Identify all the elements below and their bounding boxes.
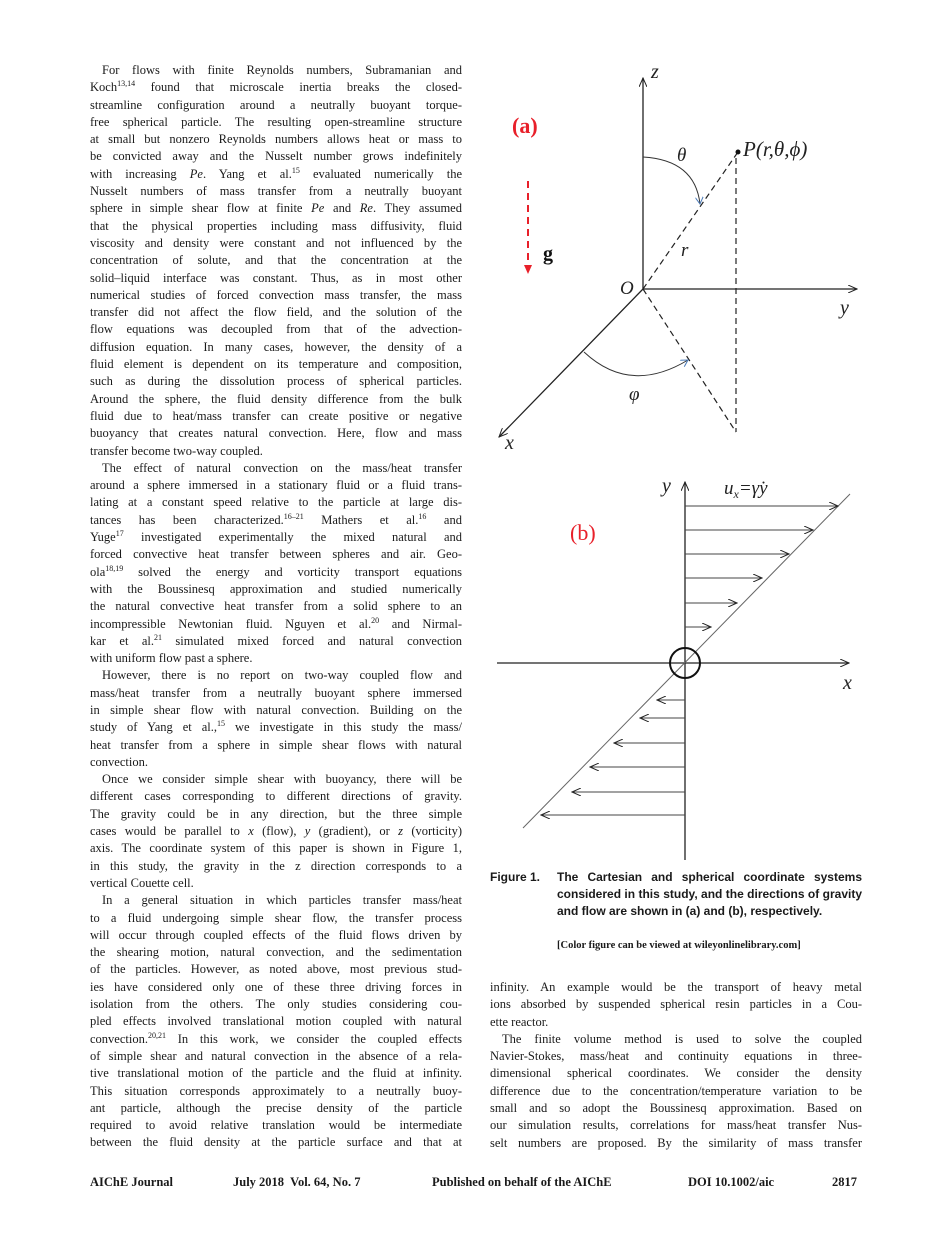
b-y-axis-label: y [662, 475, 671, 497]
footer-page-number: 2817 [832, 1175, 857, 1189]
text-line: axis. The coordinate system of this paper is shown in Figure 1, [90, 841, 462, 856]
footer-publisher: Published on behalf of the AIChE [432, 1175, 612, 1189]
citation-superscript: 15 [216, 719, 225, 729]
figure-caption [490, 869, 862, 920]
text-line: Nusselt numbers of mass transfer from a neutrally buoyant [90, 184, 462, 199]
citation-superscript: 18,19 [105, 563, 124, 573]
origin-label: O [620, 278, 634, 299]
text-line: dimensional spherical coordinates. We consider the density [490, 1066, 862, 1081]
figure-panel-b [497, 475, 852, 860]
text-line: Navier-Stokes, mass/heat and continuity equations in three- [490, 1049, 862, 1064]
text-line: This situation corresponds approximately to a neutrally buoy- [90, 1083, 462, 1098]
footer-journal: AIChE Journal [90, 1175, 174, 1189]
velocity-equation: $u_x=\gammȧy$ [724, 478, 768, 501]
text-line: In a general situation in which particles transfer mass/heat [102, 893, 462, 908]
phi-arc [584, 352, 688, 376]
text-line: will occur through coupled effects of the fluid flows driven by [90, 927, 462, 942]
text-line: with the Boussinesq approximation and studied numerically [90, 581, 462, 596]
text-line: lating at a constant speed relative to the particle at large dis- [90, 495, 462, 510]
citation-superscript: 15 [291, 165, 300, 175]
text-line: study of Yang et al.,$^{15}$ we investigate in this study the mass/ [90, 719, 463, 735]
z-axis-label: z [651, 61, 659, 83]
text-line: with increasing Pe. Yang et al.$^{15}$ evaluated numerically the [90, 165, 463, 181]
figure-panel-a [499, 61, 857, 454]
text-line: Around the sphere, the fluid density difference from the bulk [90, 391, 462, 406]
text-line: selt numbers are proposed. By the similarity of mass transfer [490, 1135, 862, 1150]
citation-superscript: 17 [115, 529, 124, 539]
theta-arc [643, 157, 700, 204]
text-line: ant particle, although the precise density of the particle [90, 1100, 462, 1115]
citation-superscript: 16 [418, 511, 427, 521]
right-column-text [490, 979, 862, 1152]
text-line: concentration of solute, and that the concentration at the [90, 253, 462, 268]
citation-superscript: 20 [371, 615, 380, 625]
citation-superscript: 16–21 [283, 511, 304, 521]
math-symbol: x [248, 824, 254, 839]
text-line: flow equations was decoupled from that of the advection- [90, 322, 462, 337]
text-line: diffusion equation. In many cases, however, the density of a [90, 339, 462, 354]
text-line: with uniform flow past a sphere. [90, 651, 253, 666]
x-axis [499, 289, 643, 437]
text-line: ette reactor. [490, 1014, 549, 1029]
caption-label: Figure 1. [490, 870, 541, 884]
text-line: vertical Couette cell. [90, 875, 194, 890]
text-line: be convicted away and the Nusselt number grows indefinitely [90, 149, 462, 164]
text-line: solid–liquid interface was constant. Thus, as in most other [90, 270, 462, 285]
text-line: convection. [90, 754, 148, 769]
text-line: Once we consider simple shear with buoyancy, there will be [102, 772, 462, 787]
color-figure-note: [Color figure can be viewed at wileyonlinelibrary.com] [557, 940, 801, 951]
text-line: fluid element is dependent on its temperature and composition, [90, 357, 462, 372]
text-line: The effect of natural convection on the mass/heat transfer [102, 460, 462, 475]
text-line: tances has been characterized.$^{16-21}$ Mathers et al.$^{16}$ and [90, 511, 462, 527]
phi-label: φ [629, 384, 640, 405]
text-line: the natural convective heat transfer from a solid sphere to an [90, 599, 462, 614]
text-line: incompressible Newtonian fluid. Nguyen et al.$^{20}$ and Nirmal- [90, 615, 462, 631]
text-line: streamline configuration around a neutrally buoyant torque- [90, 97, 462, 112]
text-line: such as during the dissolution process of spherical particles. [90, 374, 462, 389]
y-axis-label: y [840, 297, 849, 319]
citation-superscript: 20,21 [147, 1030, 166, 1040]
text-line: sphere in simple shear flow at finite Pe and Re. They assumed [90, 201, 462, 216]
point-p-label: P(r,θ,ϕ) [743, 137, 808, 161]
text-line: our simulation results, correlations for mass/heat transfer Nus- [490, 1118, 862, 1133]
text-line: viscosity and density were constant and not influenced by the [90, 235, 462, 250]
text-line: required to avoid relative translation would be intermediate [90, 1118, 462, 1133]
theta-label: θ [677, 145, 687, 166]
math-symbol: y [304, 824, 311, 839]
text-line: forced convective heat transfer between spheres and air. Geo- [90, 547, 462, 562]
text-line: ies have considered only one of these three driving forces in [90, 979, 462, 994]
math-symbol: Pe [311, 201, 325, 216]
text-line: heat transfer from a sphere in simple shear flows with natural [90, 737, 462, 752]
r-label: r [681, 240, 689, 261]
panel-b-label: (b) [570, 520, 596, 545]
gravity-label: g [543, 243, 553, 265]
text-line: of simple shear and natural convection in the absence of a rela- [90, 1048, 462, 1063]
text-line: convection.$^{20,21}$ In this work, we consider the coupled effects [90, 1030, 462, 1046]
citation-superscript: 21 [154, 632, 162, 642]
text-line: mass/heat transfer from a neutrally buoyant sphere immersed [90, 685, 462, 700]
math-symbol: Re [359, 201, 373, 216]
text-line: pled effects involved translational motion coupled with natural [90, 1014, 462, 1029]
text-line: numerical studies of forced convection mass transfer, the mass [90, 287, 462, 302]
text-line: tive translational motion of the particle and the fluid at infinity. [90, 1066, 462, 1081]
caption-text: The Cartesian and spherical coordinate systems considered in this study, and the directions of gravity and flow are shown in (a) and (b), respectively. [557, 870, 862, 918]
footer-issue: July 2018 Vol. 64, No. 7 [233, 1175, 361, 1189]
projection-line [643, 289, 736, 432]
text-line: For flows with finite Reynolds numbers, Subramanian and [102, 63, 462, 77]
text-line: transfer did not affect the flow field, and the solution of the [90, 305, 462, 320]
text-line: between the fluid density at the particle surface and that at [90, 1135, 462, 1150]
text-line: in this study, the gravity in the z direction corresponds to a [90, 858, 462, 873]
text-line: in simple shear flow with natural convection. Building on the [90, 702, 462, 717]
text-line: Yuge$^{17}$ investigated experimentally the mixed natural and [90, 529, 462, 545]
x-axis-label: x [505, 432, 514, 454]
text-line: isolation from the others. The only studies considering cou- [90, 997, 462, 1012]
radius-line [643, 152, 738, 289]
b-x-axis-label: x [843, 672, 852, 694]
text-line: around a sphere immersed in a stationary fluid or a fluid trans- [90, 478, 462, 493]
text-line: of the particles. However, as noted above, most previous stud- [90, 962, 462, 977]
text-line: difference due to the concentration/temperature variation to be [490, 1083, 862, 1098]
text-line: kar et al.$^{21}$ simulated mixed forced and natural convection [90, 632, 462, 648]
text-line: that the physical properties including mass diffusivity, fluid [90, 218, 462, 233]
text-line: ions absorbed by suspended spherical resin particles in a Cou- [490, 997, 862, 1012]
text-line: small and so adopt the Boussinesq approximation. Based on [490, 1101, 862, 1116]
text-line: the shearing motion, natural convection, and the sedimentation [90, 945, 462, 960]
text-line: at small but nonzero Reynolds numbers allows heat or mass to [90, 132, 462, 147]
panel-a-label: (a) [512, 113, 538, 138]
text-line: to a fluid undergoing simple shear flow, the transfer process [90, 910, 462, 925]
math-symbol: z [398, 824, 403, 839]
text-line: fluid due to heat/mass transfer can create positive or negative [90, 408, 462, 423]
text-line: free spherical particle. The resulting open-streamline structure [90, 114, 462, 129]
text-line: infinity. An example would be the transport of heavy metal [490, 980, 862, 994]
text-line: different cases corresponding to different directions of gravity. [90, 789, 462, 804]
text-line: Koch$^{13,14}$ found that microscale inertia breaks the closed- [90, 79, 462, 95]
math-symbol: Pe [189, 166, 203, 181]
text-line: cases would be parallel to x (flow), y (gradient), or z (vorticity) [90, 824, 462, 839]
text-line: The gravity could be in any direction, but the three simple [90, 806, 462, 821]
text-line: The finite volume method is used to solve the coupled [502, 1031, 862, 1046]
text-line: transfer become two-way coupled. [90, 443, 263, 458]
text-line: However, there is no report on two-way coupled flow and [102, 668, 462, 683]
text-line: buoyancy that creates natural convection. Here, flow and mass [90, 426, 462, 441]
citation-superscript: 13,14 [117, 79, 136, 89]
text-line: ola$^{18,19}$ solved the energy and vorticity transport equations [90, 563, 462, 579]
footer-doi: DOI 10.1002/aic [688, 1175, 775, 1189]
point-p [736, 150, 741, 155]
